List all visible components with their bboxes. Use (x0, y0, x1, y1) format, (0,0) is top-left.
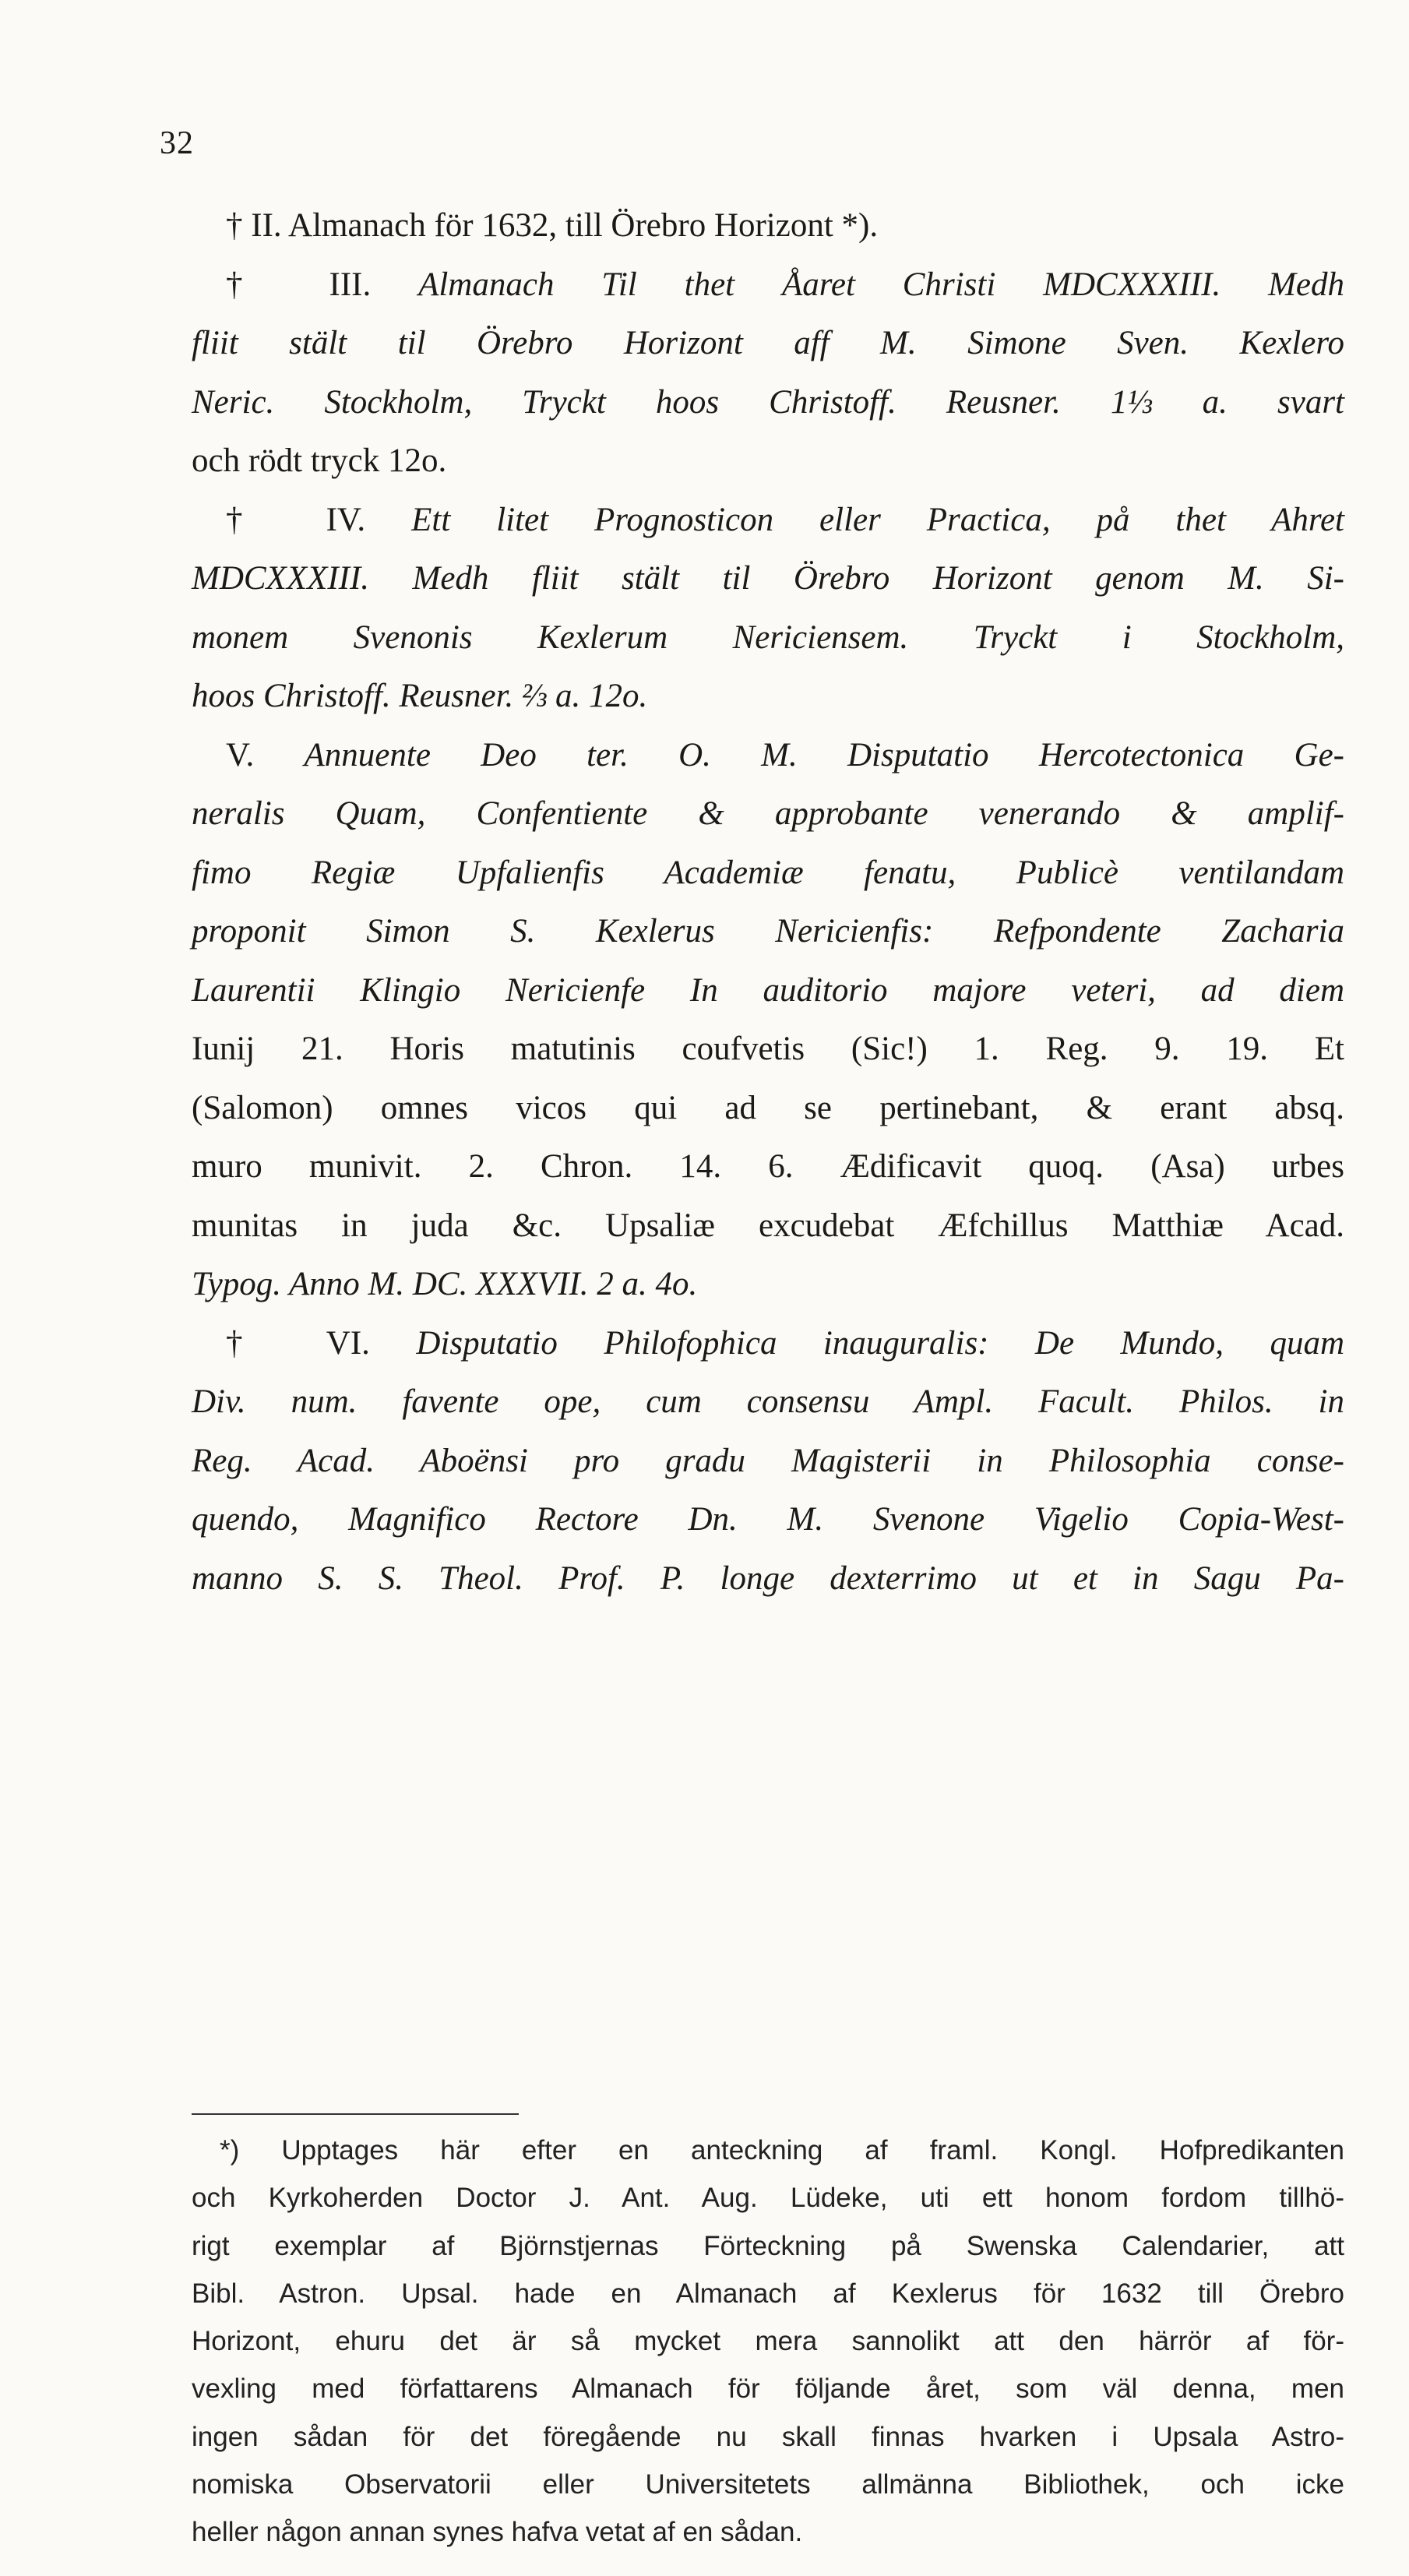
footnote-line-3: rigt exemplar af Björnstjernas Förteckning på Swenska Calendarier, att (192, 2230, 1344, 2261)
entry-ii-marker: † II. (226, 207, 282, 244)
footnote-divider (192, 2113, 519, 2115)
entry-v-line-3: fimo Regiæ Upfalienfis Academiæ fenatu, Publicè ventilandam (192, 854, 1344, 891)
entry-iii-text-1: Almanach Til thet Åaret Christi MDCXXXIII. Medh (418, 266, 1344, 303)
entry-v-line-5: Laurentii Klingio Nericienfe In auditorio majore veteri, ad diem (192, 971, 1344, 1009)
entry-vi-line-5: manno S. S. Theol. Prof. P. longe dexterrimo ut et in Sagu Pa- (192, 1559, 1344, 1597)
entry-iv-text-1: Ett litet Prognosticon eller Practica, på thet Ahret (411, 501, 1345, 538)
entry-v-marker: V. (226, 736, 255, 774)
entry-iv-line-4: hoos Christoff. Reusner. ⅔ a. 12o. (192, 678, 648, 714)
entry-vi-line-3: Reg. Acad. Aboënsi pro gradu Magisterii in Philosophia conse- (192, 1442, 1344, 1479)
entry-iii-line-1 (192, 255, 1344, 315)
entry-v-line-9: munitas in juda &c. Upsaliæ excudebat Æfchillus Matthiæ Acad. (192, 1207, 1344, 1244)
entry-ii-text: Almanach för 1632, till Örebro Horizont *). (288, 207, 879, 244)
entry-v-line-8: muro munivit. 2. Chron. 14. 6. Ædificavit quoq. (Asa) urbes (192, 1148, 1344, 1185)
footnote-line-6: vexling med författarens Almanach för följande året, som väl denna, men (192, 2373, 1344, 2405)
entry-iv-line-1 (192, 491, 1344, 550)
entry-v-line-6: Iunij 21. Horis matutinis coufvetis (Sic!) 1. Reg. 9. 19. Et (192, 1031, 1344, 1067)
footnote-line-4: Bibl. Astron. Upsal. hade en Almanach af Kexlerus för 1632 till Örebro (192, 2278, 1344, 2309)
entry-iv-line-3: monem Svenonis Kexlerum Nericiensem. Tryckt i Stockholm, (192, 618, 1344, 656)
entry-v-line-1 (192, 726, 1344, 785)
entry-iii-line-4: och rödt tryck 12o. (192, 442, 447, 479)
footnote-line-1: *) Upptages här efter en anteckning af framl. Kongl. Hofpredikanten (220, 2135, 1344, 2165)
footnote-line-7: ingen sådan för det föregående nu skall finnas hvarken i Upsala Astro- (192, 2421, 1344, 2452)
entry-v-text-1: Annuente Deo ter. O. M. Disputatio Hercotectonica Ge- (304, 736, 1344, 774)
footnote-line-9: heller någon annan synes hafva vetat af en sådan. (192, 2517, 803, 2548)
footnote-line-5: Horizont, ehuru det är så mycket mera sannolikt att den härrör af för- (192, 2326, 1344, 2357)
entry-vi-line-1 (192, 1314, 1344, 1373)
entry-iii-line-2: fliit stält til Örebro Horizont aff M. Simone Sven. Kexlero (192, 325, 1344, 361)
entry-vi-line-2: Div. num. favente ope, cum consensu Ampl. Facult. Philos. in (192, 1383, 1344, 1420)
entry-vi-line-4: quendo, Magnifico Rectore Dn. M. Svenone Vigelio Copia-West- (192, 1501, 1344, 1538)
footnote (192, 2127, 1344, 2557)
entry-v-line-7: (Salomon) omnes vicos qui ad se pertinebant, & erant absq. (192, 1089, 1344, 1126)
entry-vi-text-1: Disputatio Philofophica inauguralis: De Mundo, quam (416, 1324, 1344, 1362)
entry-iv-marker: † IV. (226, 501, 366, 538)
footnote-line-8: nomiska Observatorii eller Universitetets allmänna Bibliothek, och icke (192, 2469, 1344, 2500)
entry-iii-marker: † III. (226, 266, 372, 303)
entry-iii-line-3: Neric. Stockholm, Tryckt hoos Christoff. Reusner. 1⅓ a. svart (192, 383, 1344, 421)
entry-ii (192, 196, 1344, 255)
entry-v-line-10: Typog. Anno M. DC. XXXVII. 2 a. 4o. (192, 1266, 698, 1302)
entry-vi-marker: † VI. (226, 1324, 370, 1362)
footnote-line-2: och Kyrkoherden Doctor J. Ant. Aug. Lüdeke, uti ett honom fordom tillhö- (192, 2183, 1344, 2214)
entry-v-line-4: proponit Simon S. Kexlerus Nericienfis: Refpondente Zacharia (192, 913, 1344, 950)
page-number: 32 (160, 125, 194, 161)
main-text (192, 196, 1344, 1608)
entry-iv-line-2: MDCXXXIII. Medh fliit stält til Örebro Horizont genom M. Si- (192, 560, 1344, 597)
entry-v-line-2: neralis Quam, Confentiente & approbante venerando & amplif- (192, 795, 1344, 832)
